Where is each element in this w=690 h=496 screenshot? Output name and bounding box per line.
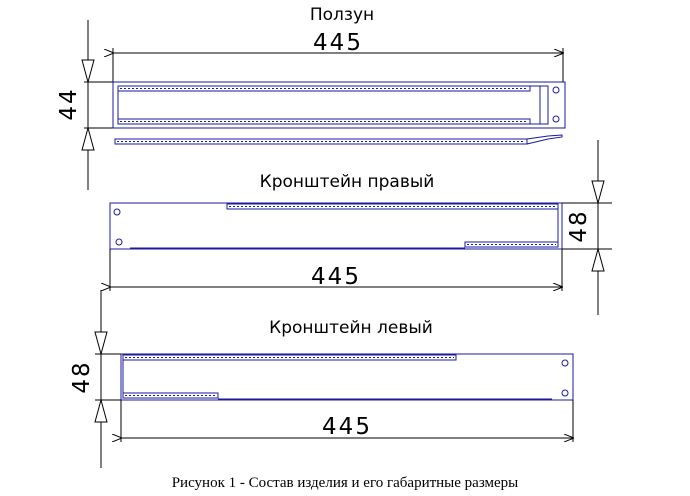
- left-bracket-length-label: 445: [322, 414, 372, 440]
- slider-height-dimension: [82, 20, 113, 190]
- slider-title: Ползун: [309, 5, 375, 25]
- left-bracket-body: [121, 354, 573, 400]
- left-bracket-height-dimension: [95, 290, 121, 468]
- figure-caption: Рисунок 1 - Состав изделия и его габаритные размеры: [171, 475, 519, 491]
- right-bracket-height-label: 48: [566, 209, 592, 243]
- right-bracket-part: [110, 140, 612, 315]
- right-bracket-title: Кронштейн правый: [259, 172, 435, 192]
- left-bracket-height-label: 48: [69, 360, 95, 394]
- left-bracket-part: [69, 290, 573, 468]
- right-bracket-length-label: 445: [311, 264, 361, 290]
- slider-body: [113, 82, 565, 144]
- left-bracket-title: Кронштейн левый: [269, 318, 433, 338]
- slider-height-label: 44: [56, 87, 82, 121]
- right-bracket-body: [110, 203, 562, 249]
- slider-length-label: 445: [313, 30, 363, 56]
- slider-part: [56, 5, 565, 190]
